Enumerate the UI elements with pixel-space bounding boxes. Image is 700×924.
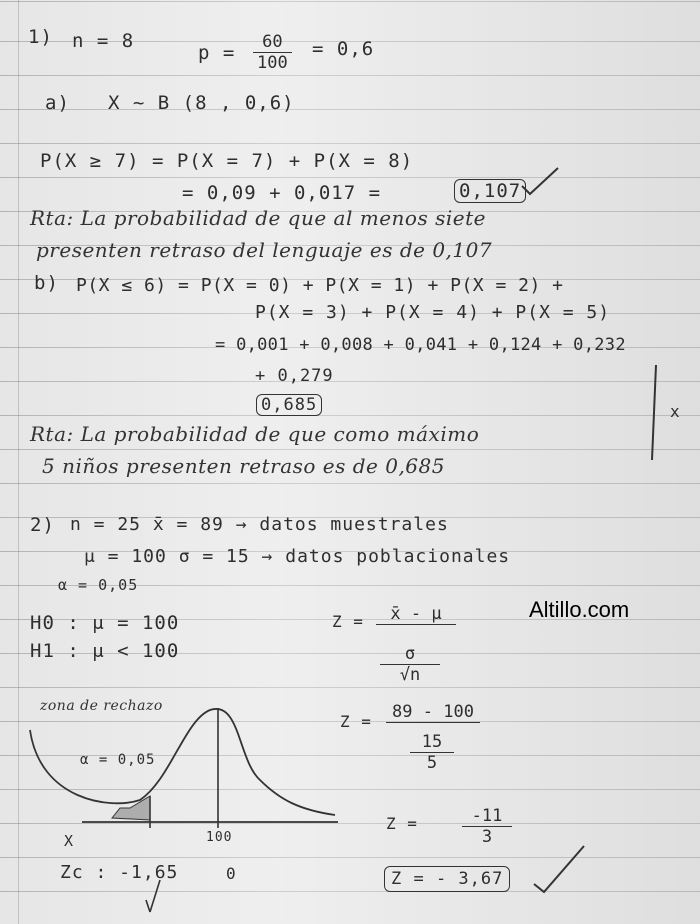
p-label: p = [198,42,236,64]
part-a-result: 0,107 [454,179,526,203]
vertical-mark-icon [652,365,656,460]
problem-2-line-2: μ = 100 σ = 15 → datos poblacionales [84,546,511,567]
problem-2-number: 2) [30,514,55,536]
z-sub-sigma: 15 [410,732,454,753]
z-formula-sqrt-n: √n [399,665,421,685]
p-value: = 0,6 [312,38,375,60]
part-a-answer-1: Rta: La probabilidad de que al menos siete [30,206,486,230]
p-denominator: 100 [257,53,288,73]
part-a-line-2: = 0,09 + 0,017 = [182,182,382,204]
graph-zero: 0 [226,864,237,883]
graph-alpha: α = 0,05 [80,752,156,768]
z-formula-lhs: Z = [332,612,364,631]
z-formula-sigma: σ [380,644,440,665]
rejection-region-icon [112,796,150,820]
z-formula-numerator: x̄ - μ [376,604,456,625]
problem-2-line-1: n = 25 x̄ = 89 → datos muestrales [70,514,449,535]
check-mark-a-icon [522,168,558,194]
alpha-value: α = 0,05 [58,576,139,594]
part-b-answer-1: Rta: La probabilidad de que como máximo [30,422,480,446]
z-sub-sqrt-n: 5 [426,753,438,773]
part-b-line-1: P(X ≤ 6) = P(X = 0) + P(X = 1) + P(X = 2) + [76,275,564,296]
graph-x-label: X [64,832,75,850]
p-numerator: 60 [253,32,292,53]
side-mark: x [670,402,681,421]
z-sub-numerator: 89 - 100 [386,702,480,723]
part-b-line-4: + 0,279 [255,366,334,386]
normal-curve-icon [30,709,335,815]
graph-tick-100: 100 [206,830,233,845]
part-a-answer-2: presenten retraso del lenguaje es de 0,107 [36,238,493,262]
critical-z: Zc : -1,65 [60,862,179,883]
part-b-label: b) [34,272,59,294]
part-a-line-1: P(X ≥ 7) = P(X = 7) + P(X = 8) [40,150,414,172]
z-step-lhs: Z = [386,814,418,833]
alt-hypothesis: H1 : μ < 100 [30,640,180,662]
arrow-down-icon [146,880,160,912]
part-b-line-3: = 0,001 + 0,008 + 0,041 + 0,124 + 0,232 [215,335,626,355]
z-result: Z = - 3,67 [384,866,510,892]
null-hypothesis: H0 : μ = 100 [30,612,180,634]
problem-1-number: 1) [28,26,53,48]
part-a-label: a) [45,92,70,114]
part-b-result: 0,685 [256,394,322,416]
z-sub-lhs: Z = [340,712,372,731]
part-b-answer-2: 5 niños presenten retraso es de 0,685 [42,454,445,478]
z-step-denominator: 3 [481,827,493,847]
sample-size-n: n = 8 [72,30,135,52]
check-mark-z-icon [534,846,584,892]
binomial-distribution: X ~ B (8 , 0,6) [108,92,295,114]
part-b-line-2: P(X = 3) + P(X = 4) + P(X = 5) [255,302,611,323]
watermark: Altillo.com [529,597,630,622]
graph-title: zona de rechazo [40,698,163,714]
z-step-numerator: -11 [462,806,512,827]
